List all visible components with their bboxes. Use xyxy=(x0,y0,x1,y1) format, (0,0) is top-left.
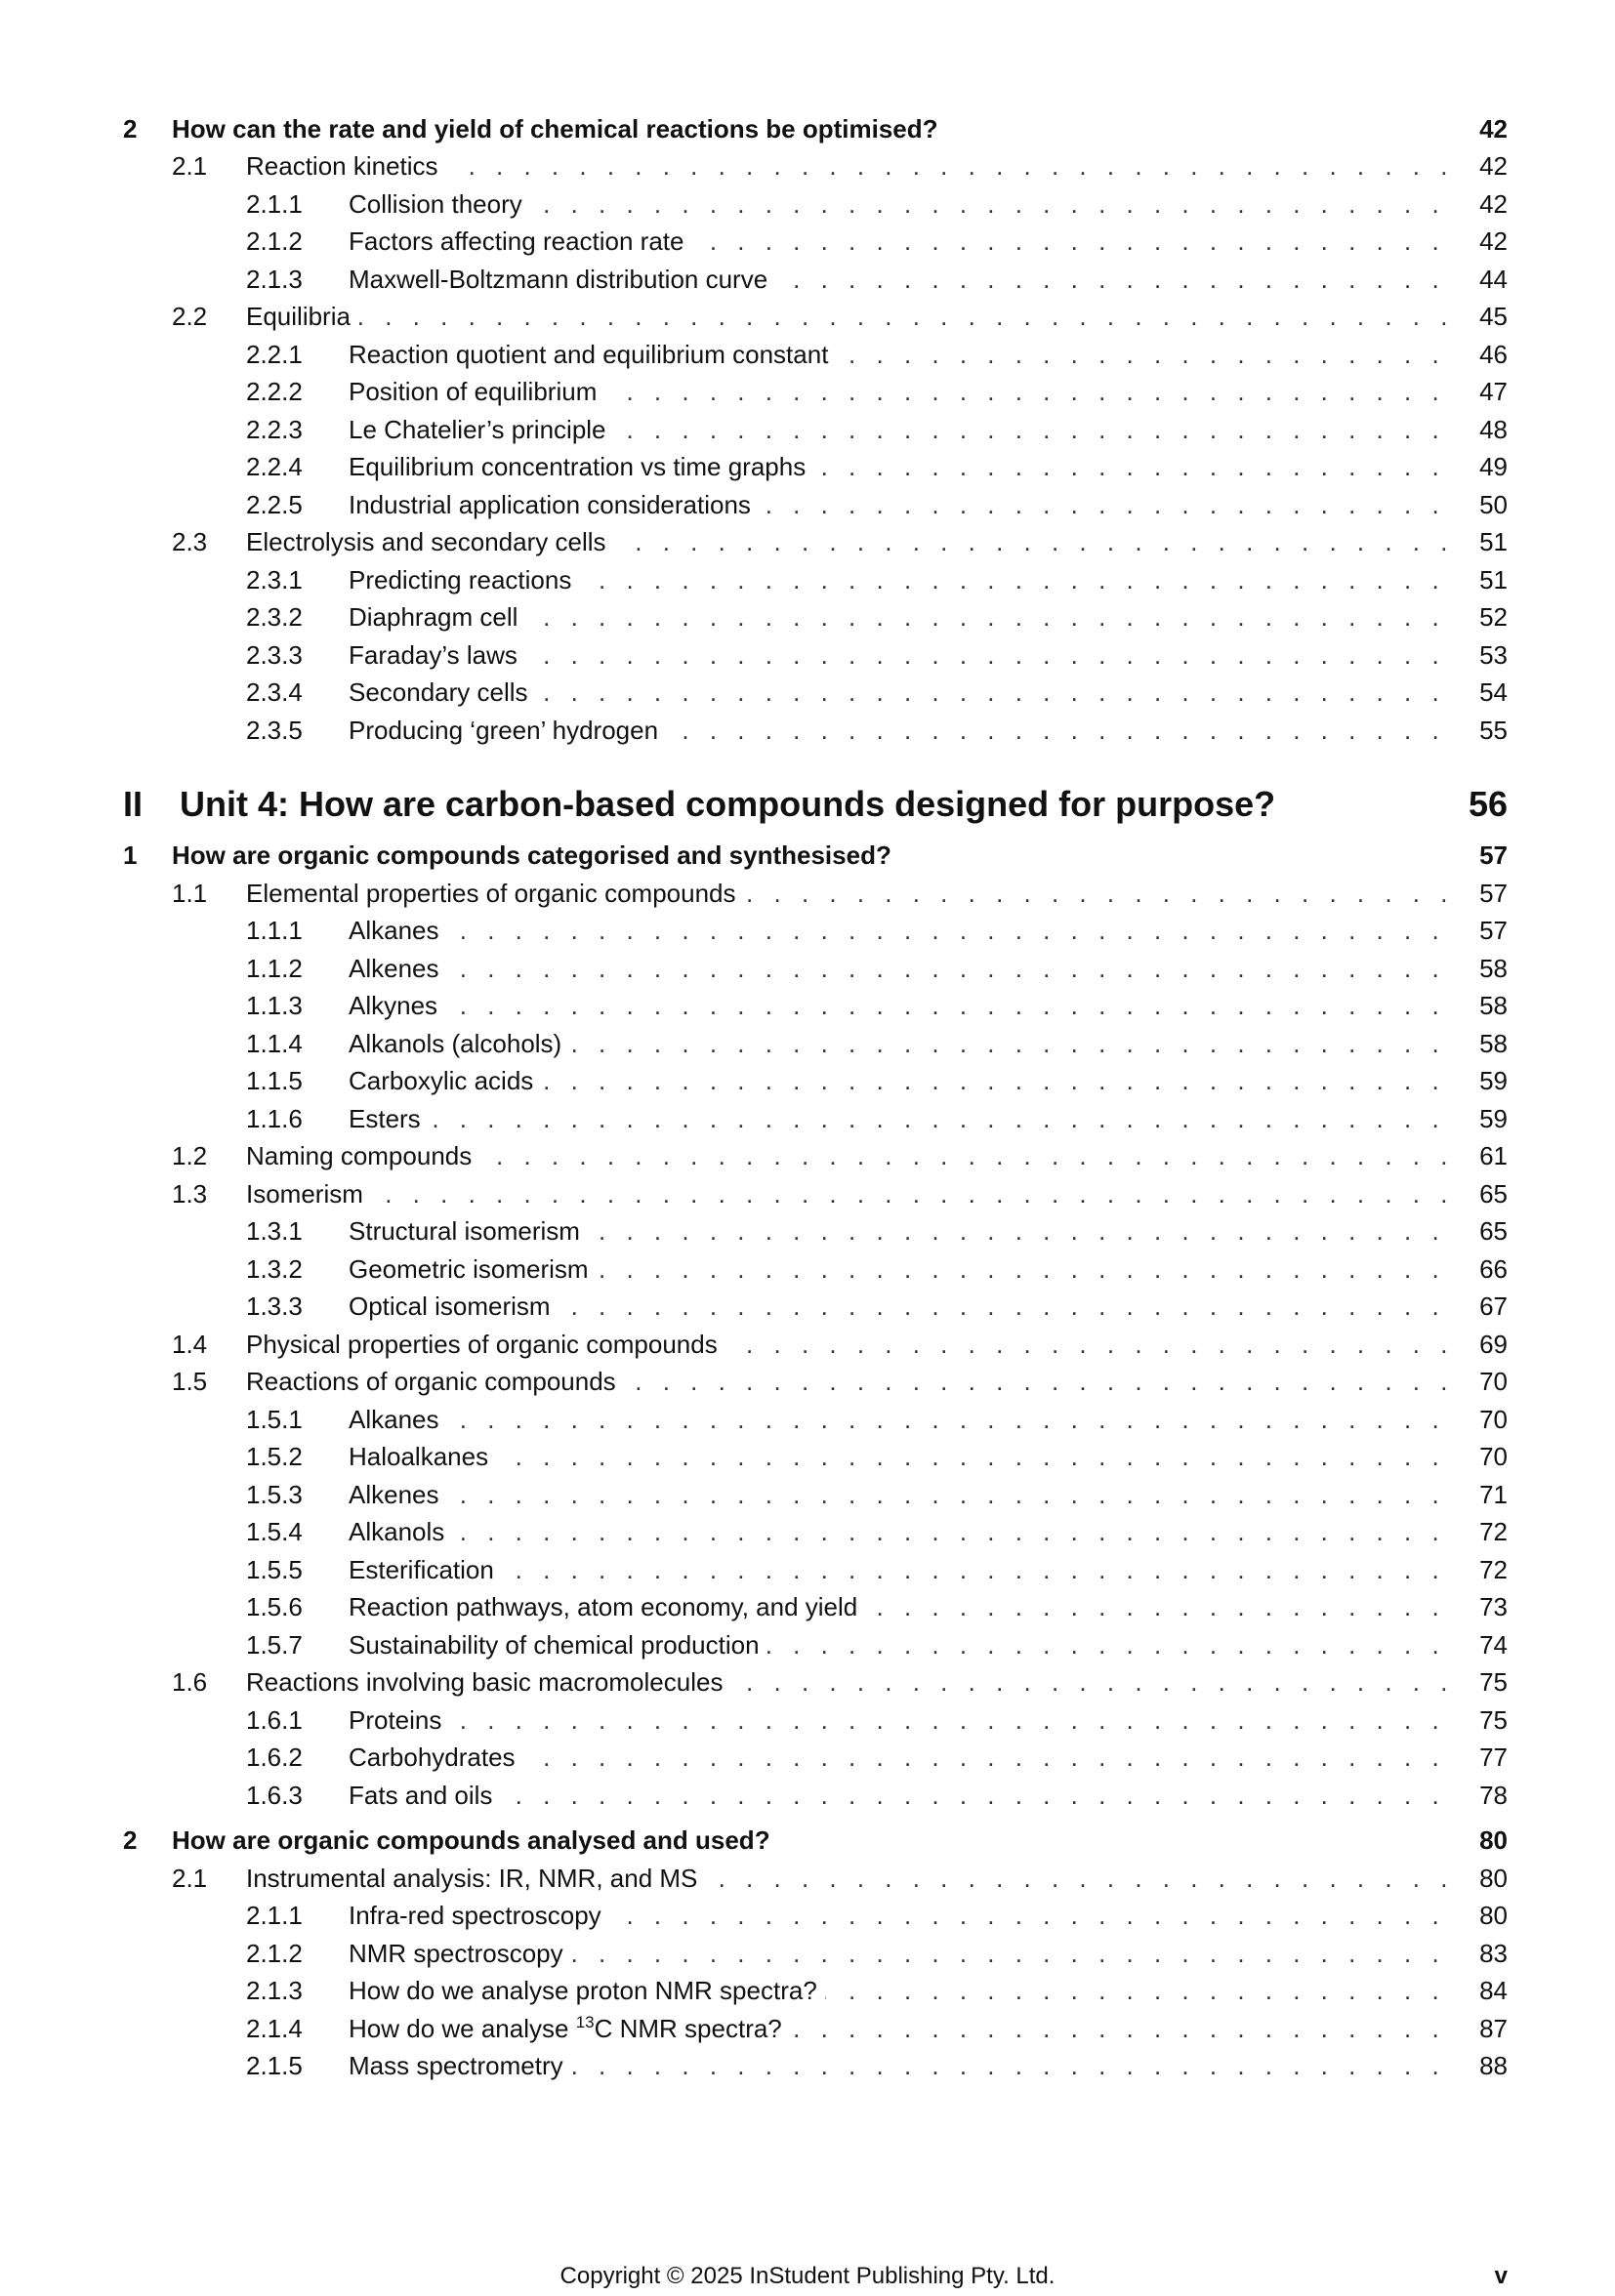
entry-page: 73 xyxy=(1479,1592,1508,1621)
entry-number: 1.5.4 xyxy=(246,1517,303,1546)
toc-entry[interactable] xyxy=(0,298,1615,335)
entry-title: Electrolysis and secondary cells xyxy=(246,523,614,560)
toc-entry[interactable] xyxy=(0,1212,1615,1250)
entry-number: 2.1.2 xyxy=(246,1939,303,1968)
entry-title: Haloalkanes xyxy=(349,1438,496,1475)
entry-page: 74 xyxy=(1479,1630,1508,1660)
dot-leader xyxy=(246,1175,1457,1212)
entry-page: 42 xyxy=(1479,151,1508,181)
toc-entry[interactable] xyxy=(0,147,1615,184)
entry-number: 1.5.3 xyxy=(246,1480,303,1509)
entry-title: Reaction pathways, atom economy, and yield xyxy=(349,1588,865,1625)
entry-title: Esters xyxy=(349,1100,429,1137)
entry-number: 1.3.3 xyxy=(246,1292,303,1321)
entry-title: Alkanols (alcohols) xyxy=(349,1025,569,1062)
entry-title: Reaction quotient and equilibrium constant xyxy=(349,336,836,373)
dot-leader xyxy=(349,1476,1457,1513)
toc-entry[interactable] xyxy=(0,1822,1615,1859)
entry-number: 2.1.1 xyxy=(246,1901,303,1930)
entry-title: Carboxylic acids xyxy=(349,1062,541,1099)
entry-number: 1 xyxy=(123,840,138,870)
entry-page: 69 xyxy=(1479,1330,1508,1359)
entry-title: Producing ‘green’ hydrogen xyxy=(349,712,666,749)
entry-page: 42 xyxy=(1479,189,1508,219)
entry-number: 2.1.1 xyxy=(246,189,303,219)
toc-entry[interactable] xyxy=(0,223,1615,260)
entry-page: 78 xyxy=(1479,1781,1508,1810)
entry-page: 42 xyxy=(1479,226,1508,256)
entry-title: Alkenes xyxy=(349,950,447,987)
entry-number: 1.1.4 xyxy=(246,1029,303,1058)
toc-entry[interactable] xyxy=(0,1588,1615,1625)
toc-entry[interactable] xyxy=(0,1513,1615,1550)
entry-page: 71 xyxy=(1479,1480,1508,1509)
entry-title: Infra-red spectroscopy xyxy=(349,1897,609,1934)
entry-number: 1.2 xyxy=(172,1141,208,1170)
entry-page: 57 xyxy=(1479,879,1508,908)
isotope-superscript: 13 xyxy=(575,2013,595,2031)
entry-number: 1.1 xyxy=(172,879,208,908)
dot-leader xyxy=(349,1513,1457,1550)
entry-number: 1.1.6 xyxy=(246,1104,303,1133)
entry-title: How do we analyse proton NMR spectra? xyxy=(349,1972,825,2009)
toc-entry[interactable] xyxy=(0,1100,1615,1137)
dot-leader xyxy=(349,950,1457,987)
unit-heading[interactable] xyxy=(0,778,1615,831)
toc-entry[interactable] xyxy=(0,1401,1615,1438)
entry-page: 50 xyxy=(1479,490,1508,519)
entry-page: 58 xyxy=(1479,954,1508,983)
entry-number: 1.3 xyxy=(172,1179,208,1209)
entry-page: 49 xyxy=(1479,452,1508,481)
entry-number: 1.6.3 xyxy=(246,1781,303,1810)
entry-title xyxy=(349,2010,790,2047)
entry-page: 75 xyxy=(1479,1705,1508,1735)
entry-title: Predicting reactions xyxy=(349,561,579,598)
entry-title: Optical isomerism xyxy=(349,1288,559,1325)
entry-number: 1.5.6 xyxy=(246,1592,303,1621)
entry-title: Alkanes xyxy=(349,1401,447,1438)
toc-entry[interactable] xyxy=(0,261,1615,298)
title-text: How do we analyse xyxy=(349,2014,576,2043)
entry-page: 77 xyxy=(1479,1742,1508,1772)
title-text: C NMR spectra? xyxy=(594,2014,782,2043)
dot-leader xyxy=(349,987,1457,1024)
entry-number: 1.5.1 xyxy=(246,1405,303,1434)
entry-title: Esterification xyxy=(349,1551,502,1588)
entry-number: 1.5.5 xyxy=(246,1555,303,1584)
entry-title: Equilibria xyxy=(246,298,358,335)
entry-number: 2.2 xyxy=(172,302,208,331)
toc-entry[interactable] xyxy=(0,1137,1615,1174)
entry-page: 70 xyxy=(1479,1442,1508,1471)
entry-page: 44 xyxy=(1479,265,1508,294)
toc-entry[interactable] xyxy=(0,1626,1615,1663)
entry-title: Position of equilibrium xyxy=(349,373,604,410)
entry-page: 51 xyxy=(1479,527,1508,556)
entry-title: Faraday’s laws xyxy=(349,636,525,674)
toc-entry[interactable] xyxy=(0,875,1615,912)
entry-title: Secondary cells xyxy=(349,674,536,711)
dot-leader xyxy=(349,1777,1457,1814)
unit-title: Unit 4: How are carbon-based compounds designed for purpose? xyxy=(180,778,1283,831)
entry-page: 80 xyxy=(1479,1864,1508,1893)
entry-number: 2.2.2 xyxy=(246,377,303,406)
entry-title: How are organic compounds categorised and synthesised? xyxy=(172,837,899,874)
entry-page: 80 xyxy=(1479,1825,1508,1855)
entry-number: 2.3.1 xyxy=(246,565,303,594)
entry-page: 70 xyxy=(1479,1367,1508,1396)
entry-number: 1.6.1 xyxy=(246,1705,303,1735)
page-number: v xyxy=(1494,2263,1508,2289)
entry-number: 2 xyxy=(123,114,138,144)
entry-page: 54 xyxy=(1479,677,1508,707)
toc-entry[interactable] xyxy=(0,1739,1615,1776)
entry-title: Reaction kinetics xyxy=(246,147,446,184)
toc-entry[interactable] xyxy=(0,561,1615,598)
entry-page: 66 xyxy=(1479,1254,1508,1284)
entry-number: 2.3 xyxy=(172,527,208,556)
entry-page: 52 xyxy=(1479,602,1508,632)
toc-entry[interactable] xyxy=(0,598,1615,636)
toc-entry[interactable] xyxy=(0,336,1615,373)
toc-entry[interactable] xyxy=(0,1438,1615,1475)
entry-number: 2 xyxy=(123,1825,138,1855)
entry-page: 57 xyxy=(1479,916,1508,945)
entry-number: 2.2.3 xyxy=(246,415,303,444)
toc-entry[interactable] xyxy=(0,912,1615,949)
entry-number: 1.1.5 xyxy=(246,1066,303,1095)
dot-leader xyxy=(349,1100,1457,1137)
entry-title: Geometric isomerism xyxy=(349,1250,597,1288)
toc-entry[interactable] xyxy=(0,712,1615,749)
entry-number: 1.1.2 xyxy=(246,954,303,983)
dot-leader xyxy=(349,1401,1457,1438)
entry-number: 1.1.1 xyxy=(246,916,303,945)
entry-page: 65 xyxy=(1479,1179,1508,1209)
entry-number: 1.6.2 xyxy=(246,1742,303,1772)
toc-entry[interactable] xyxy=(0,523,1615,560)
entry-page: 72 xyxy=(1479,1555,1508,1584)
toc-entry[interactable] xyxy=(0,411,1615,448)
entry-page: 53 xyxy=(1479,640,1508,670)
copyright-notice: Copyright © 2025 InStudent Publishing Pty. Ltd. xyxy=(559,2263,1056,2289)
toc-entry[interactable] xyxy=(0,950,1615,987)
entry-title: Carbohydrates xyxy=(349,1739,523,1776)
toc-entry[interactable] xyxy=(0,1897,1615,1934)
dot-leader xyxy=(246,298,1457,335)
entry-page: 59 xyxy=(1479,1066,1508,1095)
entry-number: 1.5.7 xyxy=(246,1630,303,1660)
entry-title: Reactions involving basic macromolecules xyxy=(246,1663,730,1701)
entry-number: 2.1.4 xyxy=(246,2014,303,2043)
toc-entry[interactable] xyxy=(0,373,1615,410)
entry-number: 2.1 xyxy=(172,1864,208,1893)
entry-title: Naming compounds xyxy=(246,1137,479,1174)
entry-number: 2.1.3 xyxy=(246,1976,303,2005)
toc-entry[interactable] xyxy=(0,110,1615,147)
toc-entry[interactable] xyxy=(0,1363,1615,1400)
entry-page: 65 xyxy=(1479,1216,1508,1246)
entry-number: 2.3.2 xyxy=(246,602,303,632)
toc-entry[interactable] xyxy=(0,1551,1615,1588)
entry-title: Reactions of organic compounds xyxy=(246,1363,624,1400)
entry-page: 51 xyxy=(1479,565,1508,594)
entry-title: Industrial application considerations xyxy=(349,486,759,523)
entry-number: 2.3.5 xyxy=(246,716,303,745)
entry-page: 45 xyxy=(1479,302,1508,331)
entry-page: 61 xyxy=(1479,1141,1508,1170)
entry-title: Alkanes xyxy=(349,912,447,949)
entry-number: 1.6 xyxy=(172,1667,208,1697)
entry-title: Sustainability of chemical production xyxy=(349,1626,767,1663)
entry-number: 1.3.2 xyxy=(246,1254,303,1284)
entry-number: 1.4 xyxy=(172,1330,208,1359)
entry-number: 1.1.3 xyxy=(246,991,303,1020)
dot-leader xyxy=(349,912,1457,949)
entry-title: Factors affecting reaction rate xyxy=(349,223,691,260)
toc-entry[interactable] xyxy=(0,1777,1615,1814)
entry-title: Collision theory xyxy=(349,185,530,223)
toc-entry[interactable] xyxy=(0,1935,1615,1972)
toc-entry[interactable] xyxy=(0,1062,1615,1099)
toc-entry[interactable] xyxy=(0,486,1615,523)
toc-entry[interactable] xyxy=(0,448,1615,485)
entry-title: NMR spectroscopy xyxy=(349,1935,571,1972)
entry-title: Alkanols xyxy=(349,1513,452,1550)
dot-leader xyxy=(349,1438,1457,1475)
toc-entry[interactable] xyxy=(0,1702,1615,1739)
toc-entry[interactable] xyxy=(0,674,1615,711)
toc-entry[interactable] xyxy=(0,1250,1615,1288)
toc-entry[interactable] xyxy=(0,636,1615,674)
entry-number: 2.1 xyxy=(172,151,208,181)
entry-page: 55 xyxy=(1479,716,1508,745)
entry-number: 1.5.2 xyxy=(246,1442,303,1471)
toc-entry[interactable] xyxy=(0,987,1615,1024)
entry-title: Instrumental analysis: IR, NMR, and MS xyxy=(246,1860,705,1897)
dot-leader xyxy=(349,1702,1457,1739)
entry-number: 1.5 xyxy=(172,1367,208,1396)
entry-title: Equilibrium concentration vs time graphs xyxy=(349,448,813,485)
entry-title: Physical properties of organic compounds xyxy=(246,1326,725,1363)
entry-page: 75 xyxy=(1479,1667,1508,1697)
entry-number: 1.3.1 xyxy=(246,1216,303,1246)
entry-title: Alkynes xyxy=(349,987,445,1024)
entry-page: 67 xyxy=(1479,1292,1508,1321)
entry-number: 2.2.1 xyxy=(246,340,303,369)
entry-title: Structural isomerism xyxy=(349,1212,588,1250)
page-footer xyxy=(0,2257,1615,2296)
entry-number: 2.3.3 xyxy=(246,640,303,670)
entry-number: 2.1.3 xyxy=(246,265,303,294)
entry-page: 57 xyxy=(1479,840,1508,870)
entry-page: 59 xyxy=(1479,1104,1508,1133)
entry-page: 88 xyxy=(1479,2051,1508,2080)
dot-leader xyxy=(349,1551,1457,1588)
entry-page: 48 xyxy=(1479,415,1508,444)
toc-entry[interactable] xyxy=(0,1025,1615,1062)
toc-entry[interactable] xyxy=(0,1175,1615,1212)
unit-page: 56 xyxy=(1468,784,1508,824)
toc-entry[interactable] xyxy=(0,837,1615,874)
entry-number: 2.2.4 xyxy=(246,452,303,481)
toc-entry[interactable] xyxy=(0,1860,1615,1897)
toc-entry[interactable] xyxy=(0,185,1615,223)
toc-entry[interactable] xyxy=(0,2047,1615,2084)
toc-entry[interactable] xyxy=(0,2010,1615,2047)
toc-entry[interactable] xyxy=(0,1288,1615,1325)
entry-title: Elemental properties of organic compounds xyxy=(246,875,744,912)
entry-title: Le Chatelier’s principle xyxy=(349,411,614,448)
entry-page: 72 xyxy=(1479,1517,1508,1546)
entry-title: Proteins xyxy=(349,1702,449,1739)
entry-page: 47 xyxy=(1479,377,1508,406)
entry-number: 2.1.2 xyxy=(246,226,303,256)
entry-number: 2.3.4 xyxy=(246,677,303,707)
entry-title: Mass spectrometry xyxy=(349,2047,571,2084)
toc-entry[interactable] xyxy=(0,1663,1615,1701)
toc-entry[interactable] xyxy=(0,1476,1615,1513)
entry-title: Alkenes xyxy=(349,1476,447,1513)
entry-page: 84 xyxy=(1479,1976,1508,2005)
entry-number: 2.2.5 xyxy=(246,490,303,519)
entry-page: 83 xyxy=(1479,1939,1508,1968)
entry-title: How can the rate and yield of chemical reactions be optimised? xyxy=(172,110,946,147)
entry-number: 2.1.5 xyxy=(246,2051,303,2080)
unit-number: II xyxy=(123,784,144,824)
toc-entry[interactable] xyxy=(0,1326,1615,1363)
toc-entry[interactable] xyxy=(0,1972,1615,2009)
entry-page: 80 xyxy=(1479,1901,1508,1930)
entry-page: 58 xyxy=(1479,1029,1508,1058)
entry-title: Isomerism xyxy=(246,1175,371,1212)
entry-page: 42 xyxy=(1479,114,1508,144)
entry-title: Maxwell-Boltzmann distribution curve xyxy=(349,261,775,298)
entry-page: 58 xyxy=(1479,991,1508,1020)
entry-title: Diaphragm cell xyxy=(349,598,525,636)
entry-title: Fats and oils xyxy=(349,1777,500,1814)
entry-page: 46 xyxy=(1479,340,1508,369)
entry-title: How are organic compounds analysed and used? xyxy=(172,1822,778,1859)
entry-page: 70 xyxy=(1479,1405,1508,1434)
entry-page: 87 xyxy=(1479,2014,1508,2043)
